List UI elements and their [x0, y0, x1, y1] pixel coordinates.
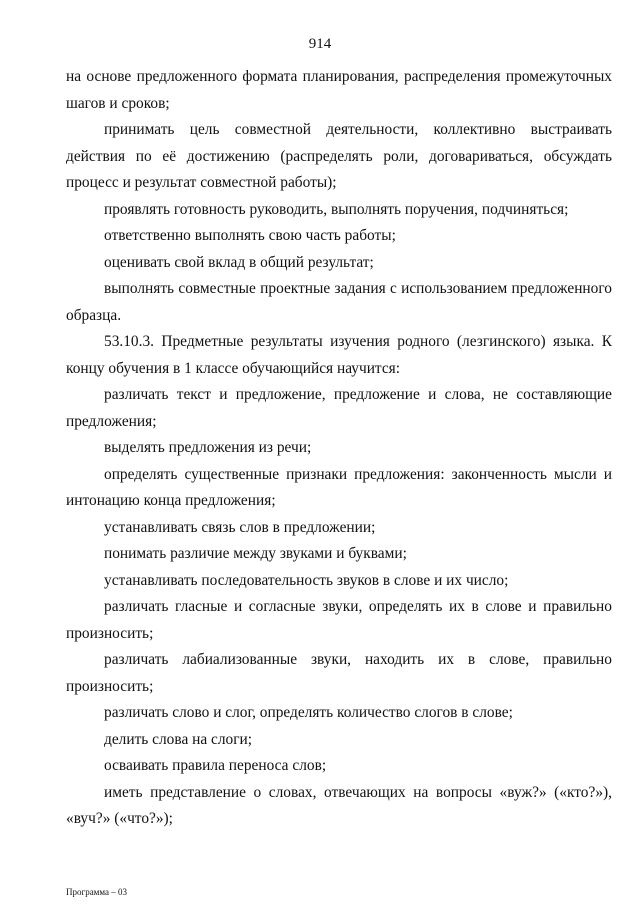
paragraph: выделять предложения из речи;: [104, 439, 312, 456]
paragraph: устанавливать связь слов в предложении;: [104, 518, 376, 536]
paragraph: проявлять готовность руководить, выполнять поручения, подчиняться;: [104, 200, 569, 218]
paragraph: ответственно выполнять свою часть работы;: [104, 227, 396, 244]
page-body: [66, 64, 612, 833]
paragraph: различать гласные и согласные звуки, определять их в слове и правильно произносить;: [66, 598, 612, 642]
paragraph: оценивать свой вклад в общий результат;: [104, 253, 374, 271]
paragraph: выполнять совместные проектные задания с использованием предложенного образца.: [66, 280, 612, 324]
section-heading-paragraph: 53.10.3. Предметные результаты изучения родного (лезгинского) языка. К концу обучения в 1 классе обучающийся научится:: [66, 333, 612, 377]
paragraph: определять существенные признаки предложения: законченность мысли и интонацию конца предложения;: [66, 465, 612, 509]
paragraph: принимать цель совместной деятельности, коллективно выстраивать действия по её достижению (распределять роли, договариваться, обсуждать процесс и результат совместной работы);: [66, 121, 612, 191]
page-number: 914: [308, 36, 332, 52]
paragraph: осваивать правила переноса слов;: [104, 757, 327, 774]
paragraph: на основе предложенного формата планирования, распределения промежуточных шагов и сроков;: [66, 68, 612, 112]
footer-label: Программа – 03: [66, 887, 128, 897]
paragraph: устанавливать последовательность звуков в слове и их число;: [104, 571, 509, 589]
paragraph: различать слово и слог, определять количество слогов в слове;: [104, 704, 513, 721]
paragraph: понимать различие между звуками и буквами;: [104, 545, 407, 562]
paragraph: делить слова на слоги;: [104, 730, 253, 748]
paragraph: иметь представление о словах, отвечающих на вопросы «вуж?» («кто?»), «вуч?» («что?»);: [66, 783, 612, 827]
paragraph: различать лабиализованные звуки, находить их в слове, правильно произносить;: [66, 651, 612, 695]
paragraph: различать текст и предложение, предложение и слова, не составляющие предложения;: [66, 386, 612, 430]
